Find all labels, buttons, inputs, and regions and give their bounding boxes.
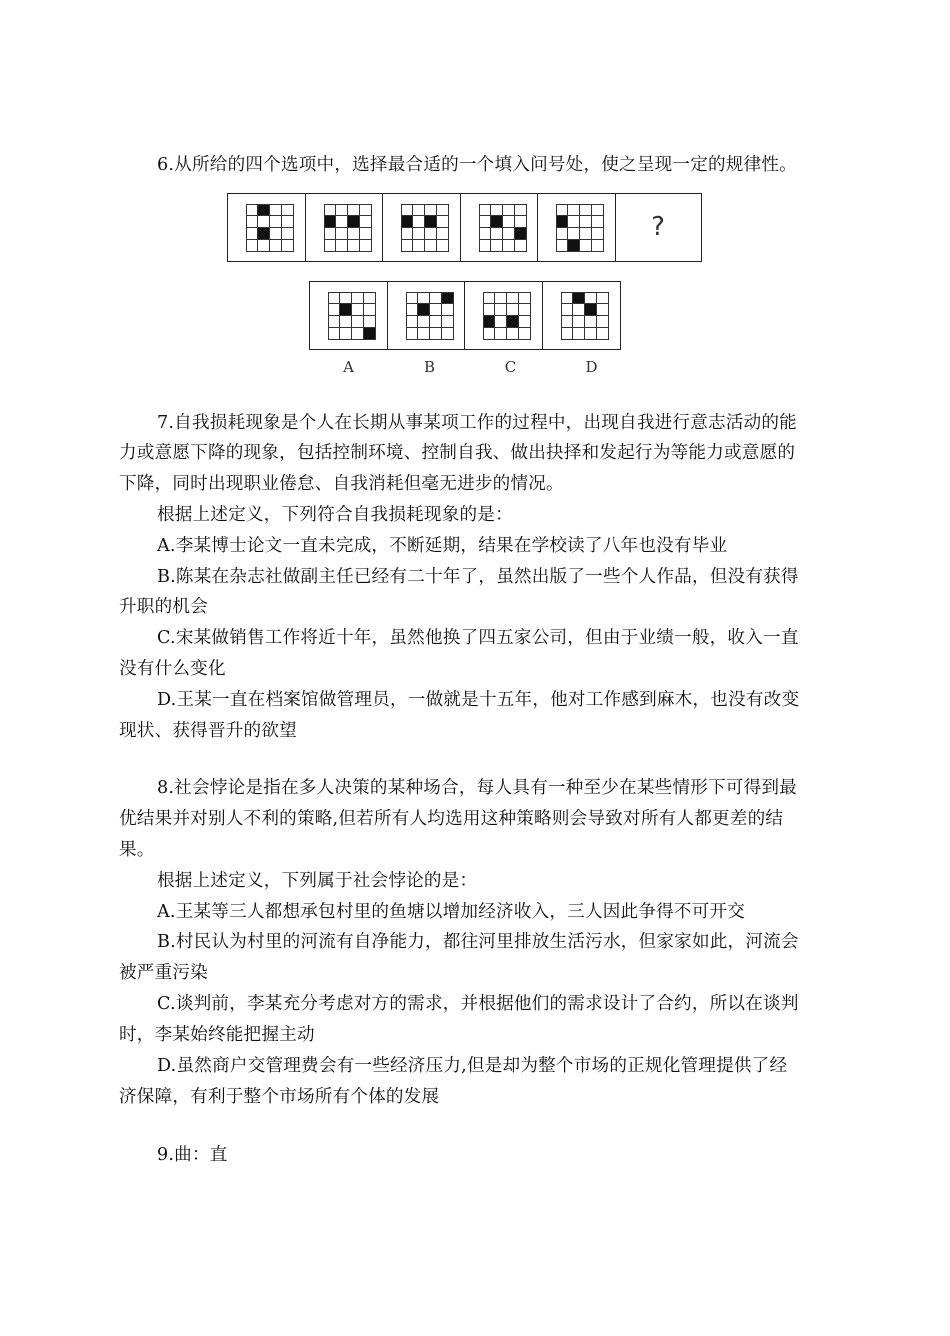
grid-4x4 [324, 204, 372, 252]
option-figure-b[interactable] [387, 281, 466, 350]
grid-square-filled [442, 292, 454, 304]
q7-option-a: A.李某博士论文一直未完成，不断延期，结果在学校读了八年也没有毕业 [157, 536, 728, 556]
grid-square [430, 328, 442, 340]
q7-option-d: D.王某一直在档案馆做管理员，一做就是十五年，他对工作感到麻木，也没有改变 [157, 690, 800, 710]
grid-square-filled [425, 216, 437, 228]
grid-square [573, 316, 585, 328]
q6-sequence-row [227, 193, 700, 262]
grid-square [442, 316, 454, 328]
q8-option-d: D.虽然商户交管理费会有一些经济压力,但是却为整个市场的正规化管理提供了经 [157, 1056, 788, 1076]
grid-square [507, 304, 519, 316]
grid-square [360, 204, 372, 216]
grid-square [425, 204, 437, 216]
grid-square [401, 204, 413, 216]
grid-square [328, 328, 340, 340]
grid-square [556, 204, 568, 216]
grid-square-filled [401, 216, 413, 228]
grid-square [592, 204, 604, 216]
q6-options-row [309, 281, 619, 350]
grid-square [597, 304, 609, 316]
q8-option-c: C.谈判前，李某充分考虑对方的需求，并根据他们的需求设计了合约，所以在谈判 [157, 994, 799, 1014]
grid-square [479, 216, 491, 228]
grid-square [442, 328, 454, 340]
grid-square [515, 240, 527, 252]
grid-square [430, 292, 442, 304]
grid-square [556, 240, 568, 252]
grid-square [585, 316, 597, 328]
sequence-figure-5 [537, 193, 616, 262]
q6-stem: 6.从所给的四个选项中，选择最合适的一个填入问号处，使之呈现一定的规律性。 [157, 155, 797, 175]
grid-square [442, 304, 454, 316]
grid-square [491, 228, 503, 240]
option-label-c: C [504, 358, 517, 376]
q8-line-1: 8.社会悖论是指在多人决策的某种场合，每人具有一种至少在某些情形下可得到最 [157, 778, 797, 798]
grid-square [592, 228, 604, 240]
grid-square [519, 292, 531, 304]
option-label-a: A [343, 358, 354, 376]
grid-square [418, 328, 430, 340]
grid-square-filled [348, 216, 360, 228]
grid-square [324, 228, 336, 240]
grid-square [519, 328, 531, 340]
grid-square [270, 228, 282, 240]
grid-square [483, 292, 495, 304]
grid-square [479, 240, 491, 252]
grid-square [425, 228, 437, 240]
q7-option-d-cont: 现状、获得晋升的欲望 [119, 721, 297, 741]
grid-square [258, 216, 270, 228]
grid-square [580, 240, 592, 252]
grid-square [352, 328, 364, 340]
grid-square-filled [258, 228, 270, 240]
sequence-figure-4 [460, 193, 539, 262]
grid-square [413, 216, 425, 228]
grid-square [360, 228, 372, 240]
grid-square [491, 240, 503, 252]
grid-square [282, 228, 294, 240]
grid-square [430, 304, 442, 316]
option-figure-d[interactable] [542, 281, 621, 350]
grid-square [340, 316, 352, 328]
question-mark-figure [615, 193, 702, 262]
grid-4x4 [401, 204, 449, 252]
grid-square [352, 316, 364, 328]
grid-square [561, 304, 573, 316]
q7-option-b: B.陈某在杂志社做副主任已经有二十年了，虽然出版了一些个人作品，但没有获得 [157, 567, 799, 587]
grid-square [519, 316, 531, 328]
grid-square [246, 216, 258, 228]
grid-square [401, 228, 413, 240]
grid-square-filled [364, 328, 376, 340]
grid-square [479, 204, 491, 216]
grid-square [348, 204, 360, 216]
grid-square [495, 292, 507, 304]
grid-square [364, 316, 376, 328]
grid-square [437, 240, 449, 252]
grid-square [483, 304, 495, 316]
grid-square [437, 204, 449, 216]
grid-square [503, 204, 515, 216]
grid-square-filled [418, 304, 430, 316]
grid-square [597, 316, 609, 328]
option-label-d: D [585, 358, 598, 376]
grid-square [503, 228, 515, 240]
grid-square [348, 240, 360, 252]
grid-square [336, 216, 348, 228]
grid-square [413, 240, 425, 252]
grid-square [324, 240, 336, 252]
grid-4x4 [328, 292, 376, 340]
grid-square [561, 292, 573, 304]
grid-square [406, 328, 418, 340]
q7-line-1: 7.自我损耗现象是个人在长期从事某项工作的过程中，出现自我进行意志活动的能 [157, 413, 797, 433]
grid-square [495, 328, 507, 340]
grid-square [348, 228, 360, 240]
grid-square [328, 304, 340, 316]
grid-square [568, 216, 580, 228]
grid-square-filled [556, 216, 568, 228]
q8-option-b-cont: 被严重污染 [119, 963, 208, 983]
grid-square [483, 328, 495, 340]
grid-square [336, 240, 348, 252]
grid-square [270, 216, 282, 228]
question-mark: ? [651, 212, 665, 242]
grid-square [556, 228, 568, 240]
grid-square [437, 216, 449, 228]
grid-square [413, 228, 425, 240]
grid-square-filled [491, 216, 503, 228]
grid-square [324, 204, 336, 216]
grid-square [597, 292, 609, 304]
grid-square [561, 316, 573, 328]
grid-square [406, 292, 418, 304]
sequence-figure-3 [382, 193, 461, 262]
sequence-figure-2 [305, 193, 384, 262]
q7-option-b-cont: 升职的机会 [119, 597, 208, 617]
grid-square [364, 292, 376, 304]
grid-square [336, 204, 348, 216]
grid-square-filled [507, 316, 519, 328]
grid-square [328, 316, 340, 328]
grid-square [568, 228, 580, 240]
q8-option-a: A.王某等三人都想承包村里的鱼塘以增加经济收入，三人因此争得不可开交 [157, 902, 746, 922]
grid-square-filled [340, 304, 352, 316]
grid-square [406, 316, 418, 328]
q8-line-2: 优结果并对别人不利的策略,但若所有人均选用这种策略则会导致对所有人都更差的结 [119, 809, 784, 829]
q8-prompt: 根据上述定义，下列属于社会悖论的是： [157, 871, 478, 891]
grid-square [568, 204, 580, 216]
grid-square [282, 204, 294, 216]
grid-square [437, 228, 449, 240]
q9-stem: 9.曲：直 [157, 1145, 228, 1165]
grid-4x4 [479, 204, 527, 252]
grid-4x4 [246, 204, 294, 252]
q8-option-d-cont: 济保障，有利于整个市场所有个体的发展 [119, 1087, 440, 1107]
grid-square-filled [515, 228, 527, 240]
grid-square [503, 240, 515, 252]
sequence-figure-1 [227, 193, 306, 262]
grid-square [585, 328, 597, 340]
q7-option-c-cont: 没有什么变化 [119, 659, 226, 679]
q7-line-3: 下降，同时出现职业倦怠、自我消耗但毫无进步的情况。 [119, 474, 564, 494]
grid-square [430, 316, 442, 328]
grid-square [479, 228, 491, 240]
grid-square [360, 216, 372, 228]
grid-square-filled [573, 292, 585, 304]
grid-square [246, 240, 258, 252]
q8-option-b: B.村民认为村里的河流有自净能力，都往河里排放生活污水，但家家如此，河流会 [157, 932, 799, 952]
grid-square [270, 204, 282, 216]
grid-square [258, 240, 270, 252]
grid-square [573, 328, 585, 340]
grid-square [360, 240, 372, 252]
grid-square [580, 204, 592, 216]
q7-line-2: 力或意愿下降的现象，包括控制环境、控制自我、做出抉择和发起行为等能力或意愿的 [119, 443, 796, 463]
grid-4x4 [406, 292, 454, 340]
grid-square [561, 328, 573, 340]
grid-square [401, 240, 413, 252]
grid-square [336, 228, 348, 240]
grid-square [507, 328, 519, 340]
grid-square [580, 216, 592, 228]
grid-square [515, 204, 527, 216]
grid-square [425, 240, 437, 252]
grid-square [340, 328, 352, 340]
grid-square [406, 304, 418, 316]
option-figure-a[interactable] [309, 281, 388, 350]
grid-4x4 [561, 292, 609, 340]
grid-square [246, 204, 258, 216]
grid-square [364, 304, 376, 316]
grid-4x4 [556, 204, 604, 252]
grid-square [597, 328, 609, 340]
grid-square [352, 304, 364, 316]
grid-square-filled [568, 240, 580, 252]
q7-prompt: 根据上述定义，下列符合自我损耗现象的是： [157, 505, 513, 525]
grid-square [507, 292, 519, 304]
grid-square-filled [483, 316, 495, 328]
grid-square [328, 292, 340, 304]
grid-square [491, 204, 503, 216]
grid-square-filled [258, 204, 270, 216]
grid-square [282, 240, 294, 252]
grid-square-filled [324, 216, 336, 228]
grid-square [352, 292, 364, 304]
option-figure-c[interactable] [464, 281, 543, 350]
grid-square [585, 292, 597, 304]
grid-square [503, 216, 515, 228]
grid-4x4 [483, 292, 531, 340]
option-label-b: B [423, 358, 436, 376]
grid-square [519, 304, 531, 316]
grid-square [592, 216, 604, 228]
grid-square [282, 216, 294, 228]
q8-option-c-cont: 时，李某始终能把握主动 [119, 1025, 315, 1045]
grid-square [495, 316, 507, 328]
grid-square-filled [585, 304, 597, 316]
grid-square [340, 292, 352, 304]
q8-line-3: 果。 [119, 840, 155, 860]
grid-square [418, 316, 430, 328]
grid-square [515, 216, 527, 228]
grid-square [413, 204, 425, 216]
grid-square [592, 240, 604, 252]
q7-option-c: C.宋某做销售工作将近十年，虽然他换了四五家公司，但由于业绩一般，收入一直 [157, 628, 799, 648]
grid-square [270, 240, 282, 252]
grid-square [580, 228, 592, 240]
grid-square [573, 304, 585, 316]
grid-square [418, 292, 430, 304]
grid-square [246, 228, 258, 240]
grid-square [495, 304, 507, 316]
